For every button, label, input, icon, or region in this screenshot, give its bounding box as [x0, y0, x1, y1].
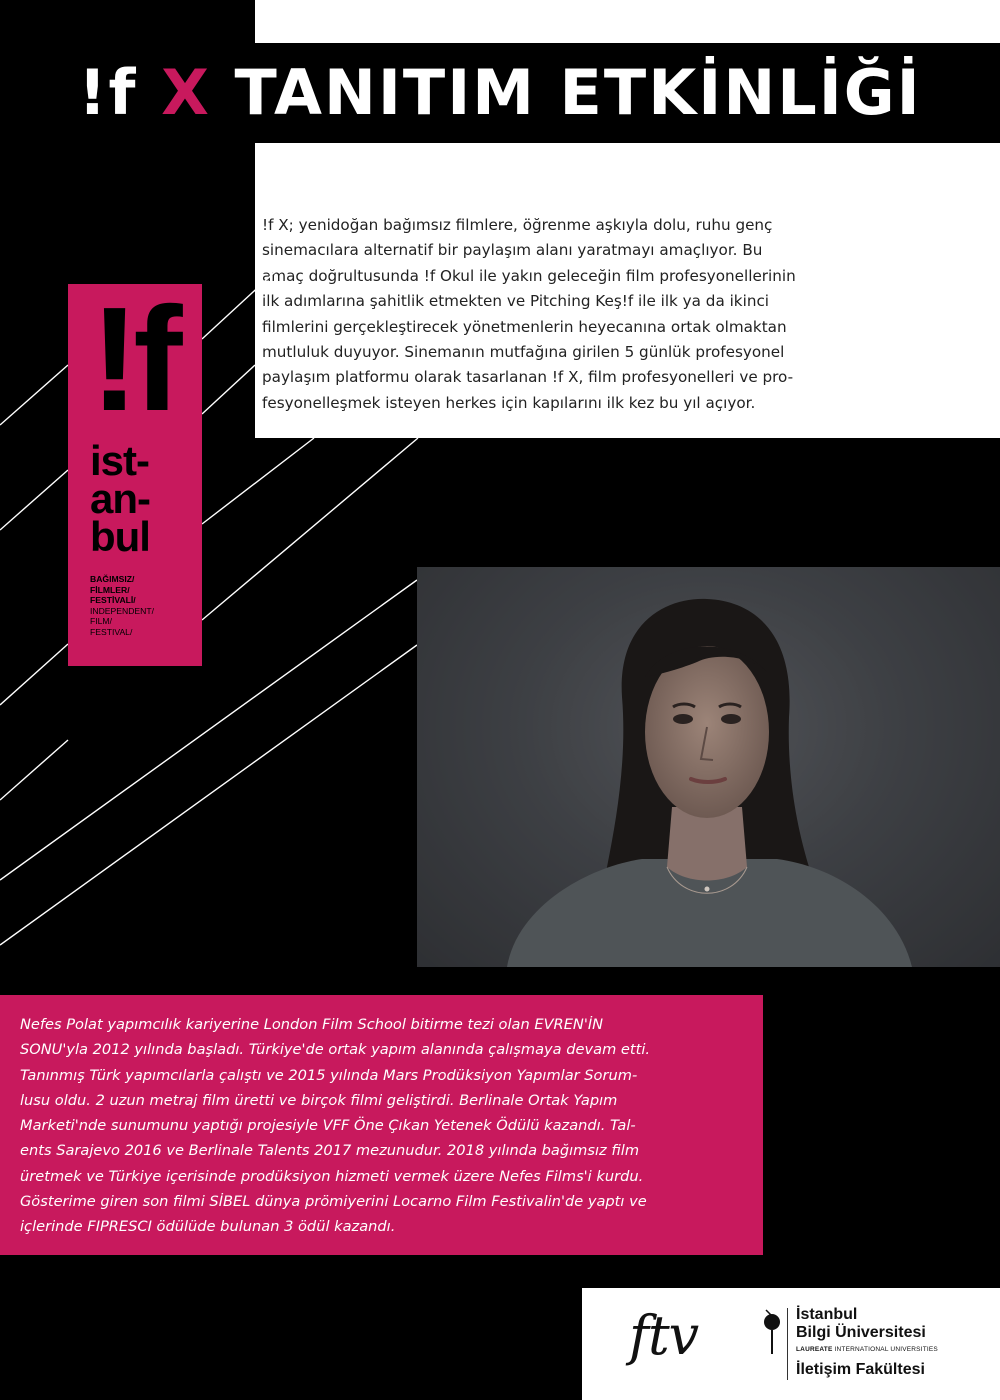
bio-line: üretmek ve Türkiye içerisinde prodüksiyon hizmeti vermek üzere Nefes Films'i kurdu.	[20, 1167, 644, 1185]
bio-line: içlerinde FIPRESCI ödülüde bulunan 3 ödül kazandı.	[20, 1218, 396, 1236]
logo-city-line: an-	[90, 475, 150, 522]
diagonal-line	[0, 644, 68, 705]
bio-line: Gösterime giren son filmi SİBEL dünya prömiyerini Locarno Film Festivalin'de yaptı ve	[20, 1193, 647, 1211]
diagonal-line	[0, 470, 68, 530]
portrait-photo	[417, 567, 1000, 967]
faculty-name: İletişim Fakültesi	[796, 1361, 925, 1378]
festival-logo	[68, 277, 202, 666]
footer-divider	[787, 1308, 788, 1380]
title-prefix: !f	[78, 56, 138, 129]
logo-city	[90, 437, 150, 560]
diagonal-line	[0, 645, 417, 945]
logo-tr-line: BAĞIMSIZ/	[90, 574, 135, 584]
intro-line: ilk adımlarına şahitlik etmekten ve Pitching Keş!f ile ilk ya da ikinci	[262, 292, 770, 311]
logo-tr-line: FESTİVALİ/	[90, 595, 136, 605]
diagonal-line	[0, 365, 68, 425]
portrait-illustration	[417, 567, 1000, 967]
laureate-tagline	[796, 1346, 938, 1353]
logo-en-line: FILM/	[90, 616, 112, 626]
logo-subtitle	[90, 574, 154, 637]
intro-line: sinemacılara alternatif bir paylaşım alanı yaratmayı amaçlıyor. Bu	[262, 241, 763, 260]
bio-line: ents Sarajevo 2016 ve Berlinale Talents 2017 mezunudur. 2018 yılında bağımsız film	[20, 1142, 640, 1160]
bio-line: Nefes Polat yapımcılık kariyerine London Film School bitirme tezi olan EVREN'İN	[20, 1016, 604, 1033]
bio-line: SONU'yla 2012 yılında başladı. Türkiye'de ortak yapım alanında çalışmaya devam etti.	[20, 1041, 651, 1059]
diagonal-line	[202, 438, 418, 620]
intro-line: !f X; yenidoğan bağımsız filmlere, öğrenme aşkıyla dolu, ruhu genç	[262, 216, 773, 234]
logo-en-line: INDEPENDENT/	[90, 605, 154, 616]
bio-line: Tanınmış Türk yapımcılarla çalıştı ve 2015 yılında Mars Prodüksiyon Yapımlar Sorum-	[20, 1066, 638, 1084]
diagonal-line	[202, 365, 255, 414]
logo-city-line: ist-	[90, 437, 149, 484]
intro-line: filmlerini gerçekleştirecek yönetmenlerin heyecanına ortak olmaktan	[262, 317, 787, 336]
ftv-logo: ftv	[629, 1304, 699, 1367]
university-line: Bilgi Üniversitesi	[796, 1324, 926, 1341]
university-line: İstanbul	[796, 1306, 858, 1323]
bio-line: lusu oldu. 2 uzun metraj film üretti ve birçok filmi geliştirdi. Berlinale Ortak Yapım	[20, 1091, 618, 1109]
bio-line: Marketi'nde sunumunu yaptığı projesiyle VFF Öne Çıkan Yetenek Ödülü kazandı. Tal-	[20, 1117, 636, 1135]
title-accent: X	[161, 56, 211, 129]
diagonal-line	[0, 740, 68, 800]
logo-city-line: bul	[90, 513, 150, 560]
diagonal-line	[0, 580, 417, 880]
title-rest: TANITIM ETKİNLİĞİ	[234, 56, 922, 129]
intro-line: amaç doğrultusunda !f Okul ile yakın geleceğin film profesyonellerinin	[262, 266, 796, 285]
laureate-bold: LAUREATE	[796, 1346, 833, 1353]
bilgi-emblem-icon	[762, 1308, 782, 1356]
logo-mark: !f	[90, 277, 177, 442]
logo-en-line: FESTIVAL/	[90, 626, 133, 637]
logo-tr-line: FİLMLER/	[90, 584, 130, 595]
intro-line: mutluluk duyuyor. Sinemanın mutfağına girilen 5 günlük profesyonel	[262, 343, 785, 362]
neck-shape	[667, 807, 747, 881]
university-name	[796, 1306, 926, 1342]
laureate-rest: INTERNATIONAL UNIVERSITIES	[834, 1346, 938, 1353]
diagonal-line	[202, 258, 290, 339]
diagonal-line	[202, 438, 314, 524]
bio-paragraph	[20, 1012, 750, 1240]
footer-logos	[582, 1288, 1000, 1400]
intro-line: paylaşım platformu olarak tasarlanan !f X, film profesyonelleri ve pro-	[262, 368, 794, 387]
intro-line: fesyonelleşmek isteyen herkes için kapılarını ilk kez bu yıl açıyor.	[262, 393, 756, 412]
